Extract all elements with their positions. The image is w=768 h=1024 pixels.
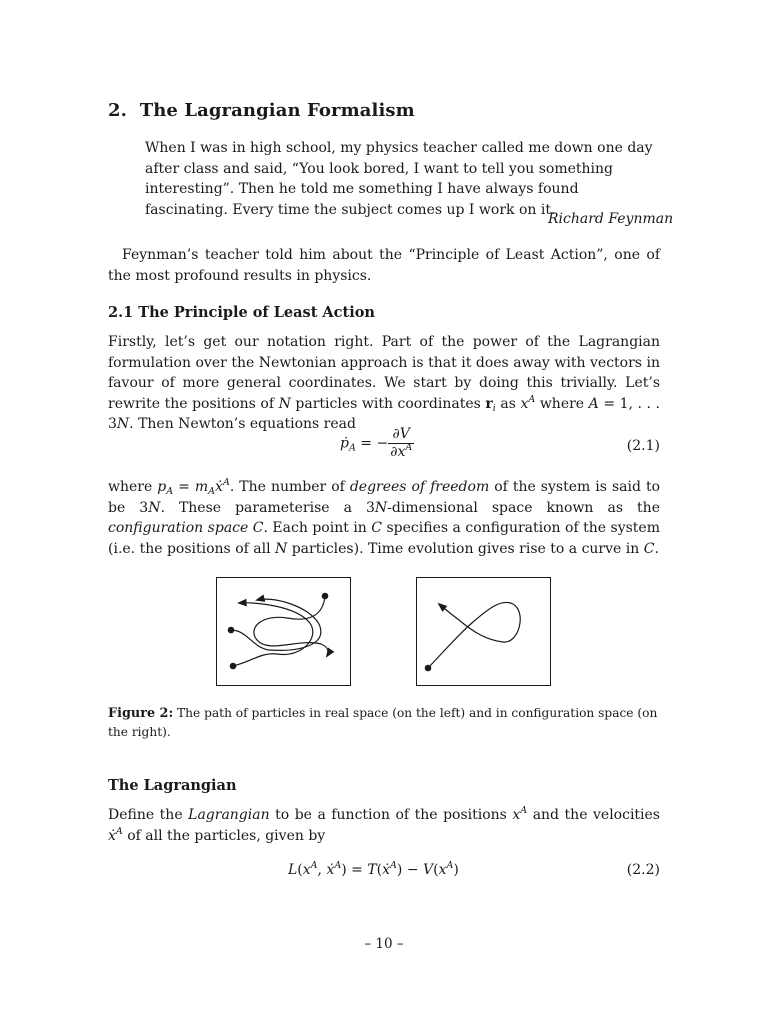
eq1-denominator-sup: A <box>405 442 413 453</box>
dof-text-7: specifies a configuration of the system (i.e. the positions of all <box>108 520 660 557</box>
config-start-point <box>425 665 432 672</box>
dof-paragraph <box>108 477 660 559</box>
dof-text-9: . <box>654 540 659 557</box>
eq1-fraction <box>388 426 414 461</box>
var-p: p <box>157 479 167 495</box>
eq2-sup-3: A <box>390 860 397 871</box>
notation-text-6: . Then Newton’s equations read <box>129 416 356 433</box>
notation-text-2: particles with coordinates <box>290 395 486 412</box>
var-C-2: C <box>371 520 383 537</box>
lag-text-1: Define the <box>108 807 189 823</box>
subsection-title: The Principle of Least Action <box>138 304 375 321</box>
lag-text-2: to be a function of the positions <box>269 807 513 823</box>
var-C-3: C <box>643 540 655 557</box>
eq2-sup-1: A <box>310 860 318 871</box>
eq2-sup-2: A <box>334 860 342 871</box>
sub-i: i <box>492 402 496 414</box>
dof-equals: = <box>173 479 195 495</box>
term-degrees-of-freedom: degrees of freedom <box>349 479 490 495</box>
term-lagrangian: Lagrangian <box>188 807 270 823</box>
eq2-x-1: x <box>302 862 311 878</box>
dof-text-6: . Each point in <box>263 520 372 537</box>
sub-A-p: A <box>166 486 174 497</box>
eq2-V: V <box>423 862 434 878</box>
eq2-sup-4: A <box>446 860 454 871</box>
dof-text-4: . These parameterise a 3 <box>160 499 375 516</box>
eq1-denominator-text: ∂x <box>390 444 406 460</box>
intro-text: Feynman’s teacher told him about the “Principle of Least Action”, one of the most profound results in physics. <box>108 247 660 284</box>
subsection-heading <box>108 304 375 321</box>
lag-text-3: and the velocities <box>527 807 660 823</box>
section-number: 2. <box>108 100 127 121</box>
particle-start-1 <box>322 593 329 600</box>
eq2-x-2: x <box>438 862 447 878</box>
lagrangian-paragraph <box>108 805 660 846</box>
lag-sup-A-2: A <box>115 825 123 837</box>
eq2-close-equals: ) = <box>341 862 368 878</box>
figure-label: Figure 2: <box>108 706 174 721</box>
notation-text-3: as <box>495 395 521 412</box>
dof-text-5: -dimensional space known as the <box>387 499 660 516</box>
eq2-L: L <box>288 862 298 878</box>
var-N-4: N <box>374 499 388 516</box>
lag-sup-A-1: A <box>520 805 528 816</box>
figure-caption <box>108 704 660 741</box>
eq2-T: T <box>367 862 377 878</box>
figure-caption-text: The path of particles in real space (on the left) and in configuration space (on the right). <box>108 706 658 739</box>
figure-real-space-panel <box>216 577 351 686</box>
var-N-2: N <box>116 416 130 433</box>
var-x-dot: ẋ <box>215 479 223 495</box>
sup-A: A <box>528 393 536 405</box>
equation-2-2 <box>108 862 660 884</box>
epigraph-quote: When I was in high school, my physics teacher called me down one day after class and said, “You look bored, I want to tell you something interesting”. Then he told me something I have always found fascinating. Every time the subject comes up I work on it. <box>145 140 653 218</box>
equation-2-1-body <box>340 426 414 461</box>
eq2-close-minus: ) − <box>396 862 424 878</box>
path-particle-3 <box>233 603 313 666</box>
var-r: r <box>485 395 493 412</box>
equation-2-1-number: (2.1) <box>626 438 660 454</box>
epigraph-author: Richard Feynman <box>548 211 674 227</box>
sub-A-m: A <box>208 486 216 497</box>
intro-paragraph <box>108 245 660 286</box>
var-m: m <box>194 479 209 495</box>
dof-text-2: . The number of <box>229 479 350 495</box>
lag-var-x: x <box>512 807 521 823</box>
eq1-numerator-text: ∂V <box>392 426 410 442</box>
var-N: N <box>278 395 291 412</box>
lag-text-4: of all the particles, given by <box>122 827 326 844</box>
sup-A-xdot: A <box>222 477 230 488</box>
var-x: x <box>520 395 529 412</box>
notation-text-4: where <box>535 395 589 412</box>
eq1-p-dot: ṗ <box>340 435 349 452</box>
lag-var-x-dot: ẋ <box>108 827 116 844</box>
dof-text-8: particles). Time evolution gives rise to a curve in <box>287 540 644 557</box>
eq2-xdot-2: ẋ <box>382 862 391 878</box>
particle-start-2 <box>228 627 235 634</box>
subsection-number: 2.1 <box>108 304 134 321</box>
eq1-sub-A: A <box>348 442 356 454</box>
eq2-paren-3: ( <box>433 862 439 878</box>
figure-configuration-space-panel <box>416 577 551 686</box>
var-C-1: C <box>248 520 264 537</box>
path-particle-1 <box>254 596 328 656</box>
eq2-paren-2: ( <box>376 862 383 878</box>
eq1-equals: = − <box>355 435 389 452</box>
notation-text-5: = 1, . . . 3 <box>108 395 661 433</box>
real-space-paths <box>217 578 350 685</box>
var-N-3: N <box>148 499 161 516</box>
equation-2-2-number: (2.2) <box>626 862 660 878</box>
particle-start-3 <box>230 663 237 670</box>
section-title: The Lagrangian Formalism <box>139 100 415 121</box>
eq2-comma: , <box>317 862 327 878</box>
config-curve <box>428 602 520 668</box>
dof-text-3: of the system is said to be 3 <box>108 479 660 516</box>
page-number: – 10 – <box>364 936 404 952</box>
term-configuration-space: configuration space <box>108 520 249 537</box>
var-A: A <box>588 395 599 412</box>
notation-paragraph <box>108 332 660 435</box>
dof-text-1: where <box>108 479 158 495</box>
equation-2-2-body <box>288 862 459 878</box>
notation-text-1: Firstly, let’s get our notation right. Part of the power of the Lagrangian formulation over the Newtonian approach is that it does away with vectors in favour of more general coordinates. We start by doing this trivially. Let’s rewrite the positions of <box>108 334 660 412</box>
var-N-5: N <box>275 540 288 557</box>
eq2-paren-1: ( <box>297 862 303 878</box>
eq2-close: ) <box>453 862 459 878</box>
eq2-xdot-1: ẋ <box>326 862 335 878</box>
equation-2-1 <box>108 426 660 468</box>
eq1-denominator <box>388 444 414 461</box>
configuration-space-path <box>417 578 550 685</box>
section-heading <box>108 100 415 121</box>
subsubsection-heading: The Lagrangian <box>108 777 237 794</box>
